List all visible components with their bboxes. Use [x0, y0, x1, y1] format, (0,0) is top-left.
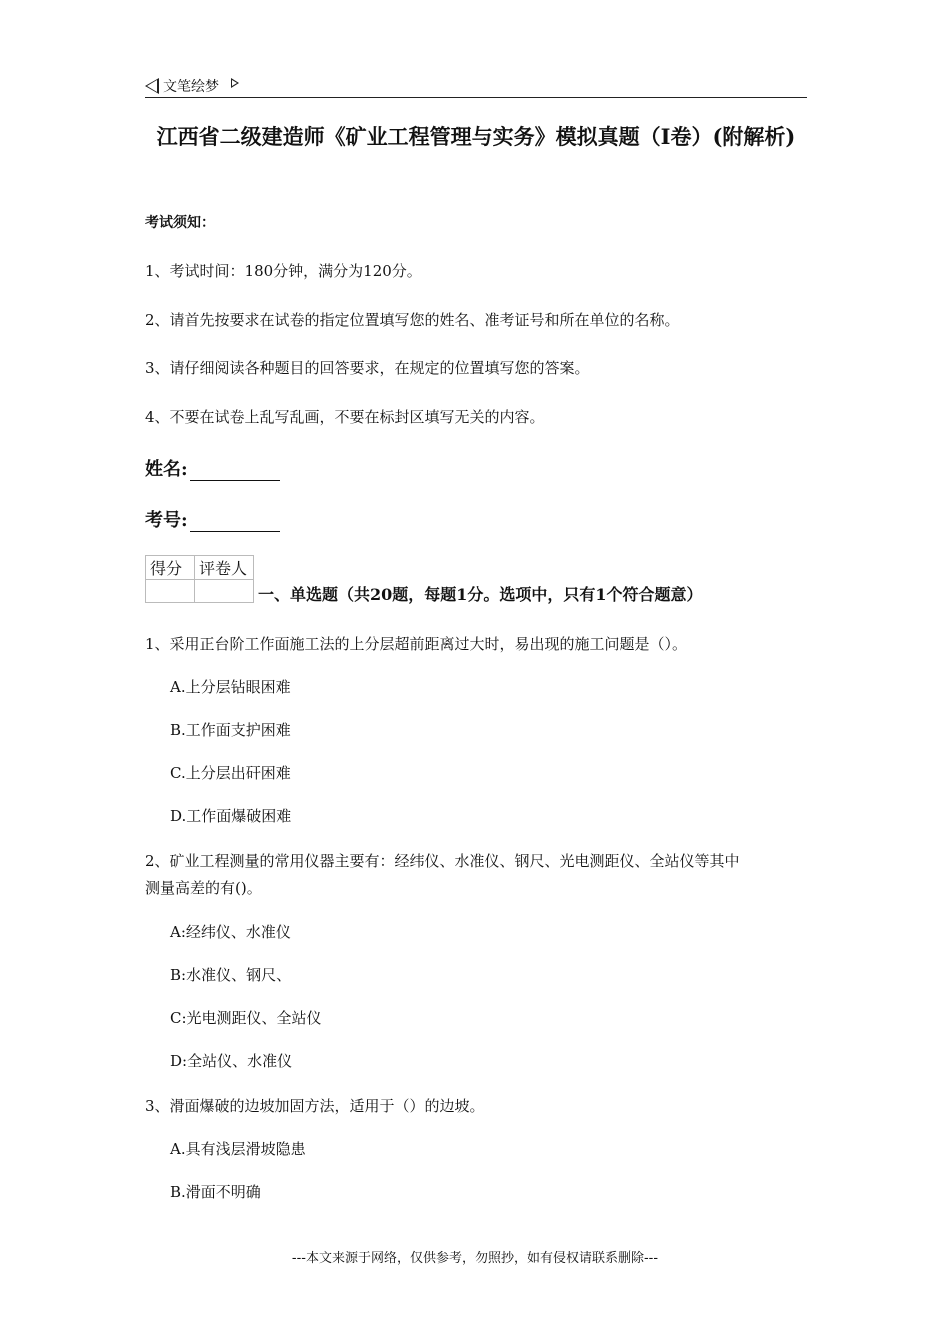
header-rule [145, 97, 807, 98]
question-option: B:水准仪、钢尺、 [170, 966, 292, 984]
question-option: D:全站仪、水准仪 [170, 1052, 293, 1070]
question-option: B.工作面支护困难 [170, 721, 291, 739]
notice-item: 3、请仔细阅读各种题目的回答要求，在规定的位置填写您的答案。 [145, 359, 590, 377]
name-blank[interactable] [190, 462, 280, 481]
question-stem: 1、采用正台阶工作面施工法的上分层超前距离过大时，易出现的施工问题是（）。 [145, 635, 688, 653]
id-label: 考号: [145, 510, 188, 531]
document-title: 江西省二级建造师《矿业工程管理与实务》模拟真题（I卷）(附解析) [156, 124, 796, 149]
question-option: C:光电测距仪、全站仪 [170, 1009, 322, 1027]
triangle-left-icon [145, 78, 159, 94]
score-header: 得分 [146, 556, 195, 580]
id-blank[interactable] [190, 513, 280, 532]
grader-header: 评卷人 [195, 556, 254, 580]
question-option: A:经纬仪、水准仪 [170, 923, 291, 941]
section-title: 一、单选题（共20题，每题1分。选项中，只有1个符合题意） [258, 585, 703, 604]
question-stem: 3、滑面爆破的边坡加固方法，适用于（）的边坡。 [145, 1097, 485, 1115]
grader-cell[interactable] [195, 580, 254, 603]
notice-item: 2、请首先按要求在试卷的指定位置填写您的姓名、准考证号和所在单位的名称。 [145, 311, 680, 329]
question-option: A.具有浅层滑坡隐患 [170, 1140, 306, 1158]
footer-disclaimer: ---本文来源于网络，仅供参考，勿照抄，如有侵权请联系删除--- [291, 1251, 659, 1266]
triangle-right-icon [231, 78, 239, 88]
brand-header [145, 76, 239, 96]
score-table [145, 555, 254, 603]
notice-heading: 考试须知： [145, 215, 215, 231]
notice-item: 1、考试时间：180分钟，满分为120分。 [145, 262, 422, 280]
id-field [145, 506, 280, 532]
name-label: 姓名: [145, 459, 188, 480]
question-option: A.上分层钻眼困难 [170, 678, 291, 696]
name-field [145, 455, 280, 481]
question-option: D.工作面爆破困难 [170, 807, 292, 825]
question-option: B.滑面不明确 [170, 1183, 261, 1201]
notice-item: 4、不要在试卷上乱写乱画，不要在标封区填写无关的内容。 [145, 408, 545, 426]
question-stem: 2、矿业工程测量的常用仪器主要有：经纬仪、水准仪、钢尺、光电测距仪、全站仪等其中 [145, 852, 740, 870]
brand-name: 文笔绘梦 [163, 79, 219, 95]
question-stem-continued: 测量高差的有()。 [145, 879, 262, 897]
score-cell[interactable] [146, 580, 195, 603]
question-option: C.上分层出矸困难 [170, 764, 291, 782]
